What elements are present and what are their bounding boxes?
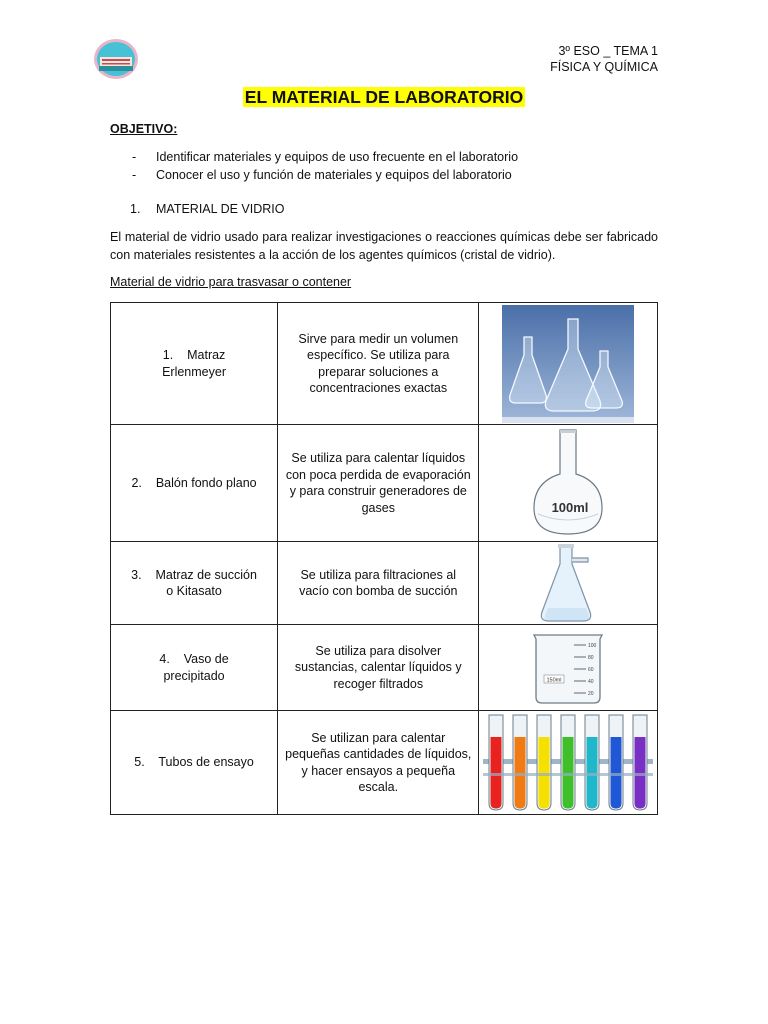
item-number: 4. <box>159 652 170 666</box>
item-description: Se utilizan para calentar pequeñas cantidades de líquidos, y hacer ensayos a pequeña escala. <box>278 711 479 815</box>
item-image-cell <box>479 303 658 425</box>
objective-text: Conocer el uso y función de materiales y equipos del laboratorio <box>156 168 512 182</box>
flask-volume-label: 100ml <box>551 500 589 515</box>
svg-text:20: 20 <box>588 690 594 697</box>
item-number: 3. <box>131 567 142 582</box>
table-row <box>111 303 658 425</box>
table-row <box>111 711 658 815</box>
svg-text:100: 100 <box>588 642 597 649</box>
objective-item <box>110 148 658 166</box>
item-image-cell <box>479 625 658 711</box>
item-name-cell <box>111 711 278 815</box>
flat-bottom-flask-icon <box>528 426 608 540</box>
item-name-line2: Erlenmeyer <box>162 364 226 379</box>
item-image-cell <box>479 542 658 625</box>
subject-label: FÍSICA Y QUÍMICA <box>550 60 658 74</box>
section-heading <box>130 202 285 216</box>
page-title: EL MATERIAL DE LABORATORIO <box>244 87 524 107</box>
item-name-cell <box>111 625 278 711</box>
item-name: Balón fondo plano <box>155 475 257 490</box>
svg-text:40: 40 <box>588 678 594 685</box>
objective-item <box>110 166 658 184</box>
dash-marker: - <box>132 150 137 164</box>
erlenmeyer-flask-icon <box>502 305 634 423</box>
materials-table <box>110 302 658 815</box>
table-row <box>111 542 658 625</box>
rack-front-bar <box>483 773 653 776</box>
item-name-line2: o Kitasato <box>166 584 222 598</box>
item-description: Se utiliza para disolver sustancias, calentar líquidos y recoger filtrados <box>278 625 479 711</box>
svg-text:60: 60 <box>588 666 594 673</box>
intro-paragraph: El material de vidrio usado para realizar investigaciones o reacciones químicas debe ser fabricado con materiales resistentes a la acción de los agentes químicos (cristal de vidrio). <box>110 230 658 262</box>
course-label: 3º ESO _ TEMA 1 <box>558 44 658 58</box>
item-name: Tubos de ensayo <box>158 755 254 770</box>
item-description: Se utiliza para calentar líquidos con poca perdida de evaporación y para construir generadores de gases <box>278 425 479 542</box>
objective-text: Identificar materiales y equipos de uso frecuente en el laboratorio <box>156 150 519 164</box>
svg-text:80: 80 <box>588 654 594 661</box>
section-title: MATERIAL DE VIDRIO <box>156 202 285 216</box>
item-name-cell <box>111 303 278 425</box>
test-tube <box>561 715 575 810</box>
school-logo <box>93 38 139 80</box>
item-number: 5. <box>134 755 145 770</box>
item-description: Se utiliza para filtraciones al vacío con bomba de succión <box>278 542 479 625</box>
section-number: 1. <box>130 202 141 216</box>
item-number: 1. <box>162 348 174 362</box>
item-name: Vaso de <box>183 652 229 666</box>
page-title-wrap <box>0 87 768 108</box>
table-row <box>111 625 658 711</box>
objective-label: OBJETIVO: <box>110 122 178 136</box>
item-name: Matraz <box>187 348 226 362</box>
test-tube <box>585 715 599 810</box>
test-tube <box>609 715 623 810</box>
item-name-cell <box>111 542 278 625</box>
objective-list <box>110 148 658 184</box>
item-image-cell <box>479 425 658 542</box>
table-row <box>111 425 658 542</box>
header-info <box>550 43 658 75</box>
item-name: Matraz de succión <box>155 567 257 582</box>
test-tube <box>633 715 647 810</box>
item-image-cell <box>479 711 658 815</box>
kitasato-flask-icon <box>538 542 598 624</box>
beaker-icon <box>530 631 606 705</box>
item-name-cell <box>111 425 278 542</box>
item-name-line2: precipitado <box>163 668 225 683</box>
test-tube <box>513 715 527 810</box>
test-tube <box>489 715 503 810</box>
beaker-volume-label: 150ml <box>546 677 562 683</box>
dash-marker: - <box>132 168 137 182</box>
test-tube <box>537 715 551 810</box>
item-description: Sirve para medir un volumen específico. Se utiliza para preparar soluciones a concentraciones exactas <box>278 303 479 425</box>
test-tubes-icon <box>483 713 653 813</box>
subheading: Material de vidrio para trasvasar o contener <box>110 275 352 289</box>
item-number: 2. <box>131 475 142 490</box>
